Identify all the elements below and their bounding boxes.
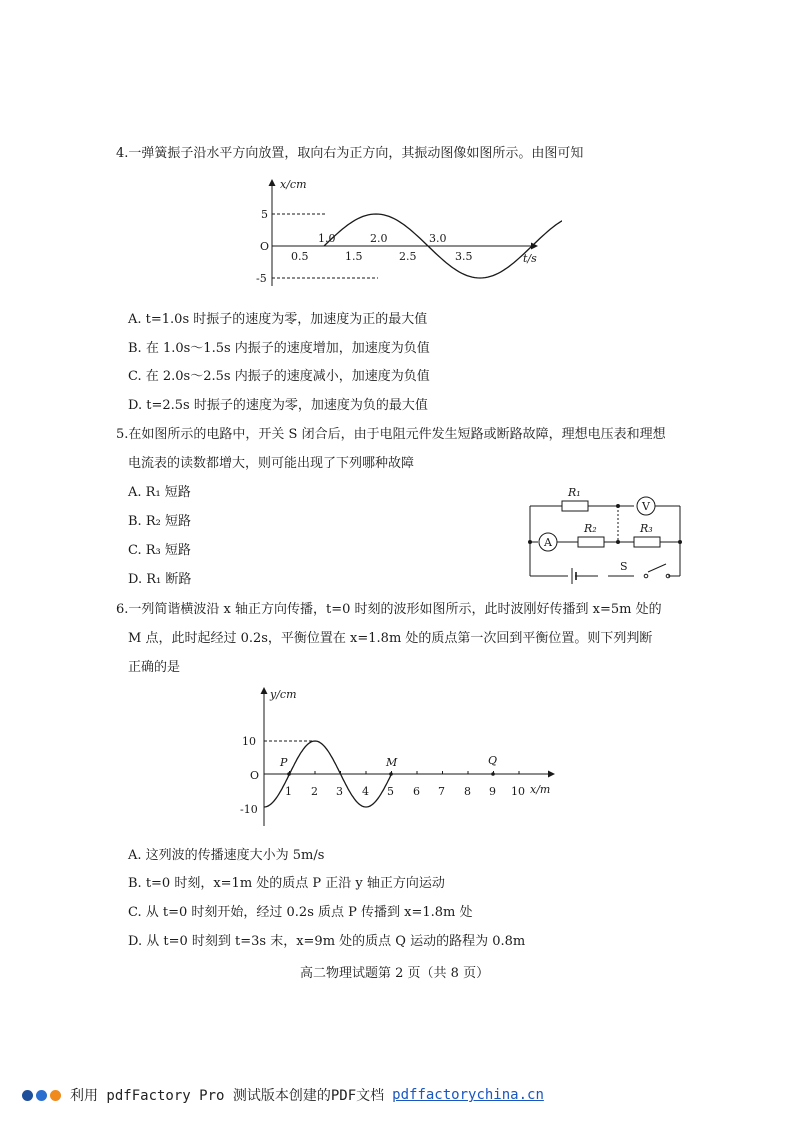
page-footer: 高二物理试题第 2 页（共 8 页） [300, 966, 490, 981]
q5-resistor-r1 [562, 501, 588, 511]
q4-origin-label: O [260, 240, 270, 253]
q5-resistor-r2 [578, 537, 604, 547]
q4-xtick-2.0: 2.0 [370, 232, 388, 245]
q4-xtick-1.0: 1.0 [318, 232, 336, 245]
q4-xtick-0.5: 0.5 [291, 250, 309, 263]
q6-point-m [389, 772, 393, 776]
q6-xtick-9: 9 [489, 785, 496, 798]
q5-option-b: B. R₂ 短路 [128, 514, 191, 529]
q4-ytick-5: 5 [261, 208, 268, 221]
q6-xtick-2: 2 [311, 785, 318, 798]
q6-point-q [491, 772, 495, 776]
q4-xtick-3.0: 3.0 [429, 232, 447, 245]
q4-ytick-neg5: -5 [256, 272, 267, 285]
q6-option-a: A. 这列波的传播速度大小为 5m/s [128, 848, 325, 863]
q6-stem-line3: 正确的是 [128, 660, 181, 675]
q6-point-p [287, 772, 291, 776]
q6-option-b: B. t=0 时刻，x=1m 处的质点 P 正沿 y 轴正方向运动 [128, 876, 445, 891]
q5-r1-label: R₁ [568, 486, 581, 499]
q6-stem-line1: 6.一列简谐横波沿 x 轴正方向传播，t=0 时刻的波形如图所示，此时波刚好传播到 x=5m 处的 [116, 602, 662, 617]
q6-stem-line2: M 点，此时起经过 0.2s，平衡位置在 x=1.8m 处的质点第一次回到平衡位置。则下列判断 [128, 631, 653, 646]
q6-ytick-10: 10 [242, 735, 256, 748]
q6-y-axis-label: y/cm [270, 688, 297, 701]
q6-xtick-3: 3 [336, 785, 343, 798]
q4-option-b: B. 在 1.0s～1.5s 内振子的速度增加，加速度为负值 [128, 341, 430, 356]
q6-ytick-neg10: -10 [240, 803, 258, 816]
watermark-dot-1-icon [22, 1090, 33, 1101]
q6-xtick-4: 4 [362, 785, 369, 798]
q6-xtick-5: 5 [387, 785, 394, 798]
q5-stem-line2: 电流表的读数都增大，则可能出现了下列哪种故障 [128, 456, 415, 471]
q5-circuit-diagram [522, 484, 692, 584]
q6-label-m: M [386, 756, 398, 769]
watermark-text: 利用 pdfFactory Pro 测试版本创建的PDF文档 [70, 1088, 385, 1104]
watermark-link[interactable]: pdffactorychina.cn [392, 1087, 544, 1103]
pdffactory-watermark [22, 1084, 544, 1106]
q6-xtick-1: 1 [285, 785, 292, 798]
q6-origin-label: O [250, 769, 260, 782]
q6-xtick-8: 8 [464, 785, 471, 798]
q4-option-c: C. 在 2.0s～2.5s 内振子的速度减小，加速度为负值 [128, 369, 430, 384]
q6-wave-graph [240, 684, 560, 834]
watermark-dot-3-icon [50, 1090, 61, 1101]
q6-option-d: D. 从 t=0 时刻到 t=3s 末，x=9m 处的质点 Q 运动的路程为 0.8m [128, 934, 526, 949]
q4-xtick-3.5: 3.5 [455, 250, 473, 263]
q4-y-axis-label: x/cm [280, 178, 307, 191]
q4-option-a: A. t=1.0s 时振子的速度为零，加速度为正的最大值 [128, 312, 428, 327]
q6-x-axis-label: x/m [530, 783, 551, 796]
q6-label-p: P [280, 756, 288, 769]
q4-option-d: D. t=2.5s 时振子的速度为零，加速度为负的最大值 [128, 398, 428, 413]
q5-resistor-r3 [634, 537, 660, 547]
q5-r2-label: R₂ [584, 522, 597, 535]
watermark-dot-2-icon [36, 1090, 47, 1101]
q4-oscillation-graph [252, 176, 562, 296]
q4-stem: 4.一弹簧振子沿水平方向放置，取向右为正方向，其振动图像如图所示。由图可知 [116, 146, 584, 161]
q4-xtick-2.5: 2.5 [399, 250, 417, 263]
q6-label-q: Q [488, 754, 498, 767]
q5-option-d: D. R₁ 断路 [128, 572, 192, 587]
q5-option-a: A. R₁ 短路 [128, 485, 191, 500]
q6-xtick-7: 7 [438, 785, 445, 798]
q4-xtick-1.5: 1.5 [345, 250, 363, 263]
q6-xtick-6: 6 [413, 785, 420, 798]
q5-voltmeter-label: V [642, 500, 650, 513]
q5-switch [644, 574, 648, 578]
q5-ammeter-label: A [544, 536, 552, 549]
q5-switch-label: S [620, 560, 628, 573]
q4-x-axis-label: t/s [523, 252, 537, 265]
q5-stem-line1: 5.在如图所示的电路中，开关 S 闭合后，由于电阻元件发生短路或断路故障，理想电压表和理想 [116, 427, 666, 442]
q5-option-c: C. R₃ 短路 [128, 543, 191, 558]
q5-r3-label: R₃ [640, 522, 653, 535]
q6-option-c: C. 从 t=0 时刻开始，经过 0.2s 质点 P 传播到 x=1.8m 处 [128, 905, 473, 920]
q6-xtick-10: 10 [511, 785, 525, 798]
